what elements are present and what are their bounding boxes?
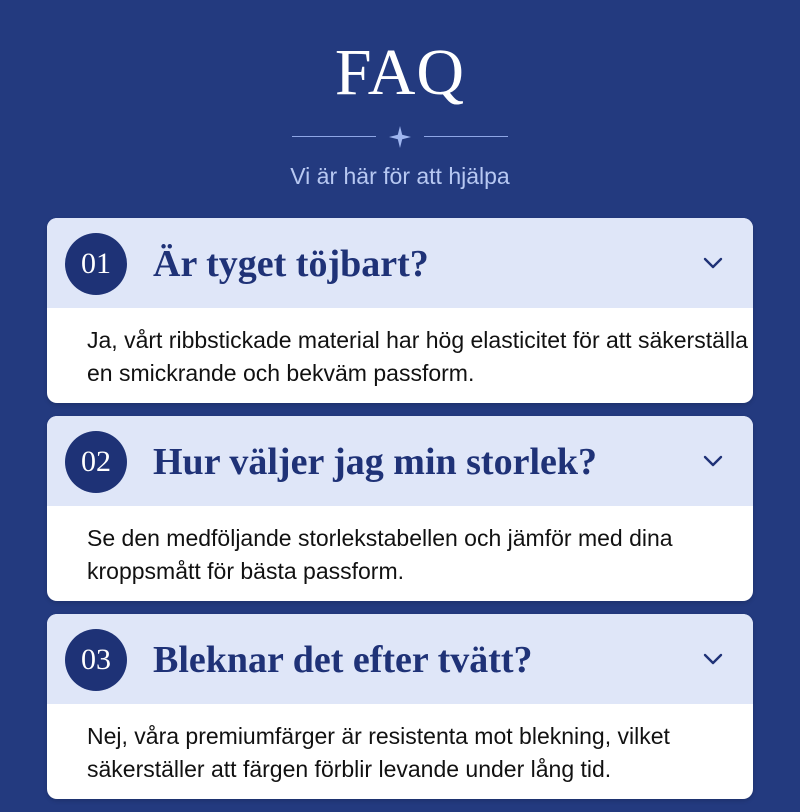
divider-line-right <box>424 136 508 137</box>
chevron-down-icon[interactable] <box>701 453 725 469</box>
divider-line-left <box>292 136 376 137</box>
sparkle-icon <box>389 126 411 148</box>
faq-item <box>47 218 753 403</box>
title-divider <box>0 126 800 148</box>
answer-text: Ja, vårt ribbstickade material har hög elasticitet för att säkerställa en smickrande och bekväm passform. <box>87 327 748 386</box>
answer-text: Nej, våra premiumfärger är resistenta mot blekning, vilket säkerställer att färgen förblir levande under lång tid. <box>87 723 670 782</box>
question-number-badge: 02 <box>65 431 127 493</box>
question-text: Är tyget töjbart? <box>153 243 429 285</box>
faq-item <box>47 416 753 601</box>
answer-text: Se den medföljande storlekstabellen och jämför med dina kroppsmått för bästa passform. <box>87 525 673 584</box>
faq-question-toggle[interactable] <box>47 416 753 506</box>
question-number-badge: 01 <box>65 233 127 295</box>
faq-question-toggle[interactable] <box>47 614 753 704</box>
page-subtitle: Vi är här för att hjälpa <box>290 163 510 189</box>
faq-question-toggle[interactable] <box>47 218 753 308</box>
chevron-down-icon[interactable] <box>701 255 725 271</box>
page-title: FAQ <box>334 36 466 109</box>
question-number-badge: 03 <box>65 629 127 691</box>
faq-header <box>0 0 800 210</box>
faq-item <box>47 614 753 799</box>
faq-list <box>47 218 753 812</box>
question-text: Hur väljer jag min storlek? <box>153 441 597 483</box>
question-text: Bleknar det efter tvätt? <box>153 639 533 681</box>
chevron-down-icon[interactable] <box>701 651 725 667</box>
